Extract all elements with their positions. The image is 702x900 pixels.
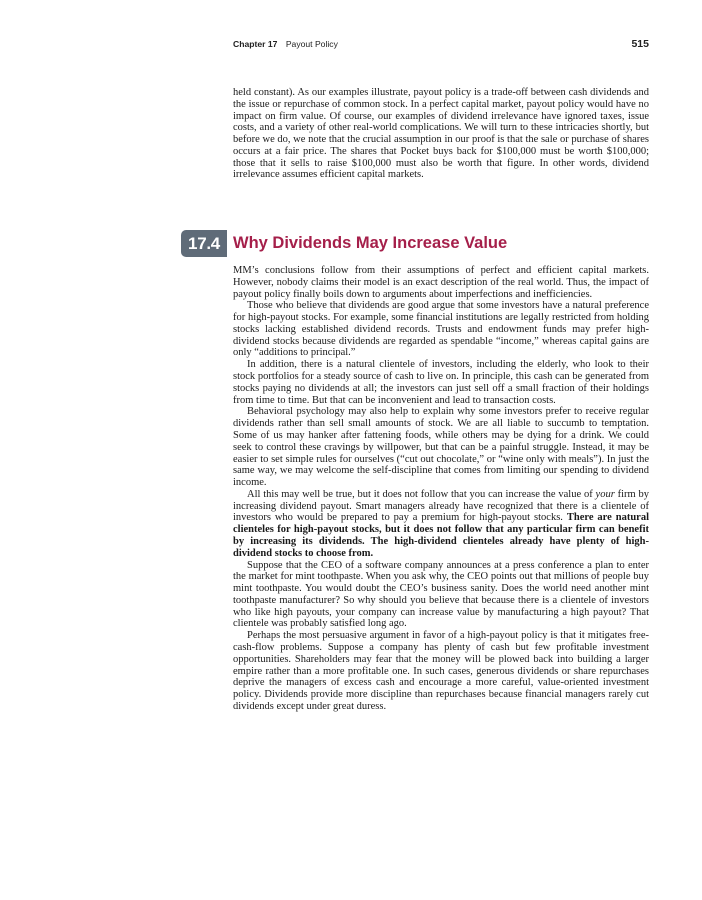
paragraph: Behavioral psychology may also help to explain why some investors prefer to receive regular dividends rather than sell small amounts of stock. We are all liable to succumb to temptation. Some of us may hanker after fattening foods, while others may be dying for a drink. We could seek to control these cravings by willpower, but that can be a painful struggle. Instead, it may be easier to set simple rules for ourselves (“cut out chocolate,” or “wine only with meals”). In just the same way, we may welcome the self-discipline that comes from limiting our spending to dividend income. [233, 406, 649, 489]
chapter-label: Chapter 17 [233, 39, 278, 49]
paragraph: In addition, there is a natural clientele of investors, including the elderly, who look to their stock portfolios for a steady source of cash to live on. In principle, this cash can be generated from stocks paying no dividends at all; the investors can just sell off a small fraction of their holdings from time to time. But that can be inconvenient and lead to transaction costs. [233, 359, 649, 406]
emphasized-text: your [595, 488, 615, 500]
paragraph: Perhaps the most persuasive argument in favor of a high-payout policy is that it mitigates free-cash-flow problems. Suppose a company has plenty of cash but few profitable investment opportunities. Shareholders may fear that the money will be plowed back into building a larger empire rather than a more profitable one. In such cases, generous dividends or share repurchases deprive the managers of excess cash and encourage a more careful, value-oriented investment policy. Dividends provide more discipline than repurchases because financial managers rarely cut dividends except under great duress. [233, 630, 649, 712]
section-number-badge: 17.4 [181, 230, 227, 257]
top-text-block [233, 87, 649, 181]
paragraph: MM’s conclusions follow from their assumptions of perfect and efficient capital markets. However, nobody claims their model is an exact description of the real world. Thus, the impact of payout policy finally boils down to arguments about imperfections and inefficiencies. [233, 265, 649, 300]
section-body [233, 265, 649, 713]
page-number: 515 [631, 38, 649, 50]
chapter-title: Payout Policy [285, 39, 338, 49]
bold-text: There are natural clienteles for high-payout stocks, but it does not follow that any particular firm can benefit by increasing its dividends. The high-dividend clienteles already have plenty of high-dividend stocks to choose from. [233, 512, 649, 559]
running-head [233, 39, 649, 53]
text-run: All this may well be true, but it does not follow that you can increase the value of [247, 488, 593, 500]
section-title: Why Dividends May Increase Value [233, 234, 508, 252]
paragraph: Suppose that the CEO of a software company announces at a press conference a plan to enter the market for mint toothpaste. When you ask why, the CEO points out that millions of people buy mint toothpaste. You would doubt the CEO’s business sanity. Does the world need another mint toothpaste manufacturer? So why should you believe that because there is a clientele of investors who like high payouts, your company can increase value by manufacturing a high payout? That clientele was probably satisfied long ago. [233, 559, 649, 630]
paragraph: held constant). As our examples illustrate, payout policy is a trade-off between cash dividends and the issue or repurchase of common stock. In a perfect capital market, payout policy would have no impact on firm value. Of course, our examples of dividend irrelevance have ignored taxes, issue costs, and a variety of other real-world complications. We will turn to these intricacies shortly, but before we do, we note that the crucial assumption in our proof is that the sale or purchase of shares occurs at a fair price. The shares that Pocket buys back for $100,000 must be worth $100,000; those that it sells to raise $100,000 must also be worth that figure. In other words, dividend irrelevance assumes efficient capital markets. [233, 87, 649, 181]
paragraph: Those who believe that dividends are good argue that some investors have a natural preference for high-payout stocks. For example, some financial institutions are legally restricted from holding stocks lacking established dividend records. Trusts and endowment funds may prefer high-dividend stocks because dividends are regarded as spendable “income,” whereas capital gains are only “additions to principal.” [233, 300, 649, 359]
text-run: firm by increasing dividend payout. Smart managers already have recognized that there is a clientele of investors who would be prepared to pay a premium for high-payout stocks. [233, 488, 650, 524]
paragraph [233, 489, 649, 560]
